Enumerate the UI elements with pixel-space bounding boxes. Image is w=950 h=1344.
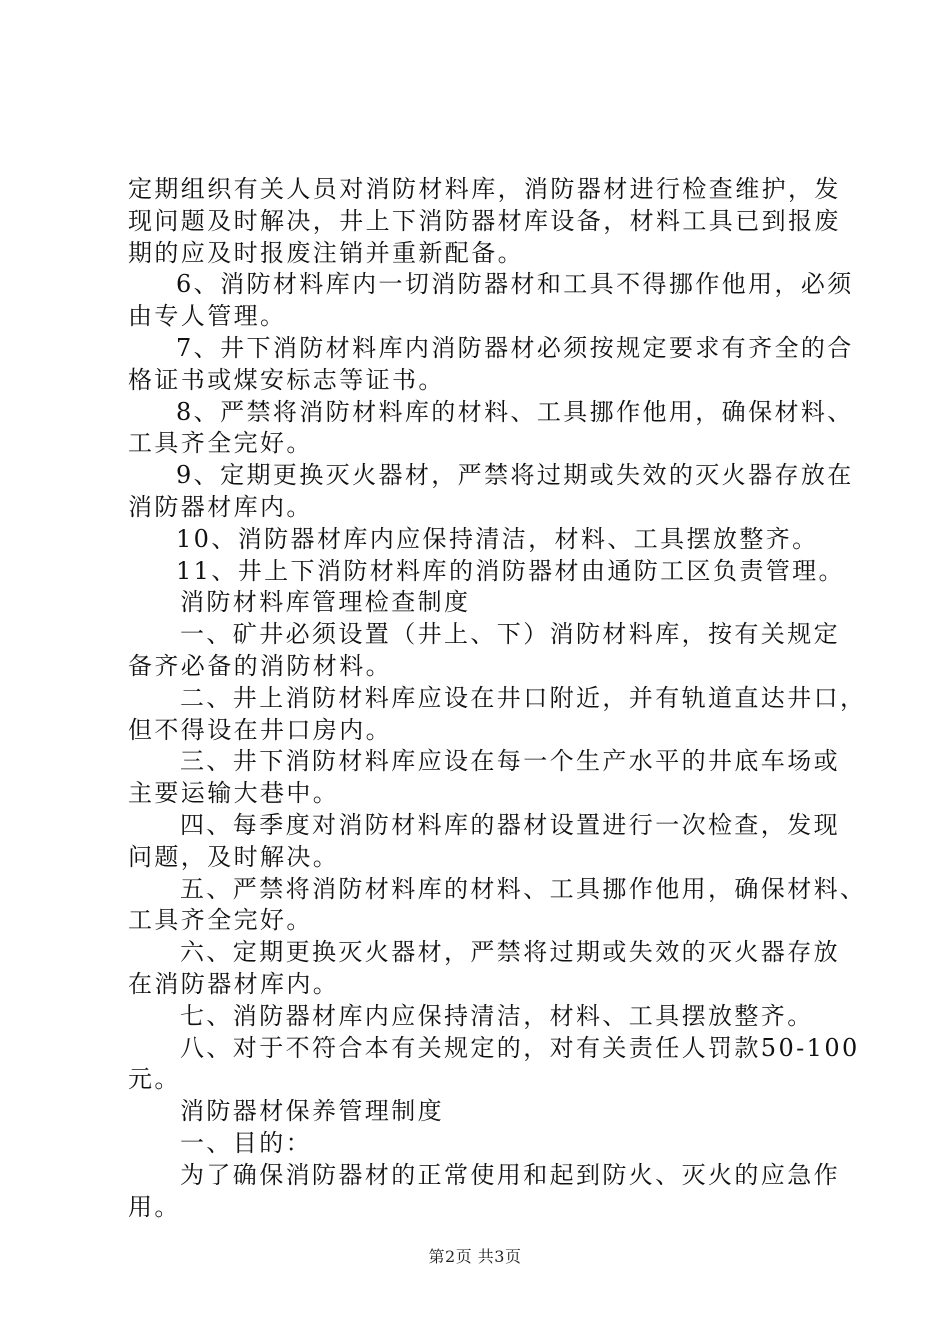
text-line: 主要运输大巷中。 — [128, 779, 340, 808]
text-line: 八、对于不符合本有关规定的，对有关责任人罚款50-100 — [180, 1033, 860, 1062]
text-line: 8、严禁将消防材料库的材料、工具挪作他用，确保材料、 — [176, 397, 854, 426]
text-line: 定期组织有关人员对消防材料库，消防器材进行检查维护，发 — [128, 175, 841, 203]
page-footer — [0, 1244, 950, 1267]
text-line: 五、严禁将消防材料库的材料、工具挪作他用，确保材料、 — [180, 874, 867, 903]
text-line: 一、目的： — [180, 1128, 312, 1157]
text-line: 工具齐全完好。 — [128, 906, 313, 935]
text-line: 10、消防器材库内应保持清洁，材料、工具摆放整齐。 — [176, 524, 819, 553]
text-line: 期的应及时报废注销并重新配备。 — [128, 238, 524, 267]
text-line: 消防材料库管理检查制度 — [180, 588, 471, 617]
document-body — [128, 174, 867, 1223]
text-line: 四、每季度对消防材料库的器材设置进行一次检查，发现 — [180, 810, 840, 839]
text-line: 现问题及时解决，井上下消防器材库设备，材料工具已到报废 — [128, 206, 841, 235]
text-line: 一、矿井必须设置（井上、下）消防材料库，按有关规定 — [180, 620, 840, 649]
text-line: 七、消防器材库内应保持清洁，材料、工具摆放整齐。 — [180, 1001, 814, 1030]
text-line: 格证书或煤安标志等证书。 — [128, 365, 445, 394]
text-line: 工具齐全完好。 — [128, 429, 313, 458]
page-number-label: 第2页 共3页 — [428, 1247, 522, 1266]
text-line: 但不得设在井口房内。 — [128, 715, 392, 744]
text-line: 消防器材库内。 — [128, 492, 313, 521]
text-line: 11、井上下消防材料库的消防器材由通防工区负责管理。 — [176, 556, 845, 585]
text-line: 问题，及时解决。 — [128, 842, 340, 871]
text-line: 消防器材保养管理制度 — [180, 1097, 444, 1126]
text-line: 六、定期更换灭火器材，严禁将过期或失效的灭火器存放 — [180, 938, 840, 967]
text-line: 三、井下消防材料库应设在每一个生产水平的井底车场或 — [180, 747, 840, 776]
text-line: 备齐必备的消防材料。 — [128, 651, 392, 680]
text-line: 6、消防材料库内一切消防器材和工具不得挪作他用，必须 — [176, 270, 854, 299]
text-line: 为了确保消防器材的正常使用和起到防火、灭火的应急作 — [180, 1160, 840, 1189]
text-line: 元。 — [128, 1065, 181, 1094]
text-line: 二、井上消防材料库应设在井口附近，并有轨道直达井口， — [180, 683, 867, 712]
text-line: 用。 — [128, 1192, 181, 1221]
text-line: 7、井下消防材料库内消防器材必须按规定要求有齐全的合 — [176, 333, 854, 362]
text-line: 在消防器材库内。 — [128, 969, 340, 998]
text-line: 由专人管理。 — [128, 302, 287, 331]
text-line: 9、定期更换灭火器材，严禁将过期或失效的灭火器存放在 — [176, 461, 854, 490]
